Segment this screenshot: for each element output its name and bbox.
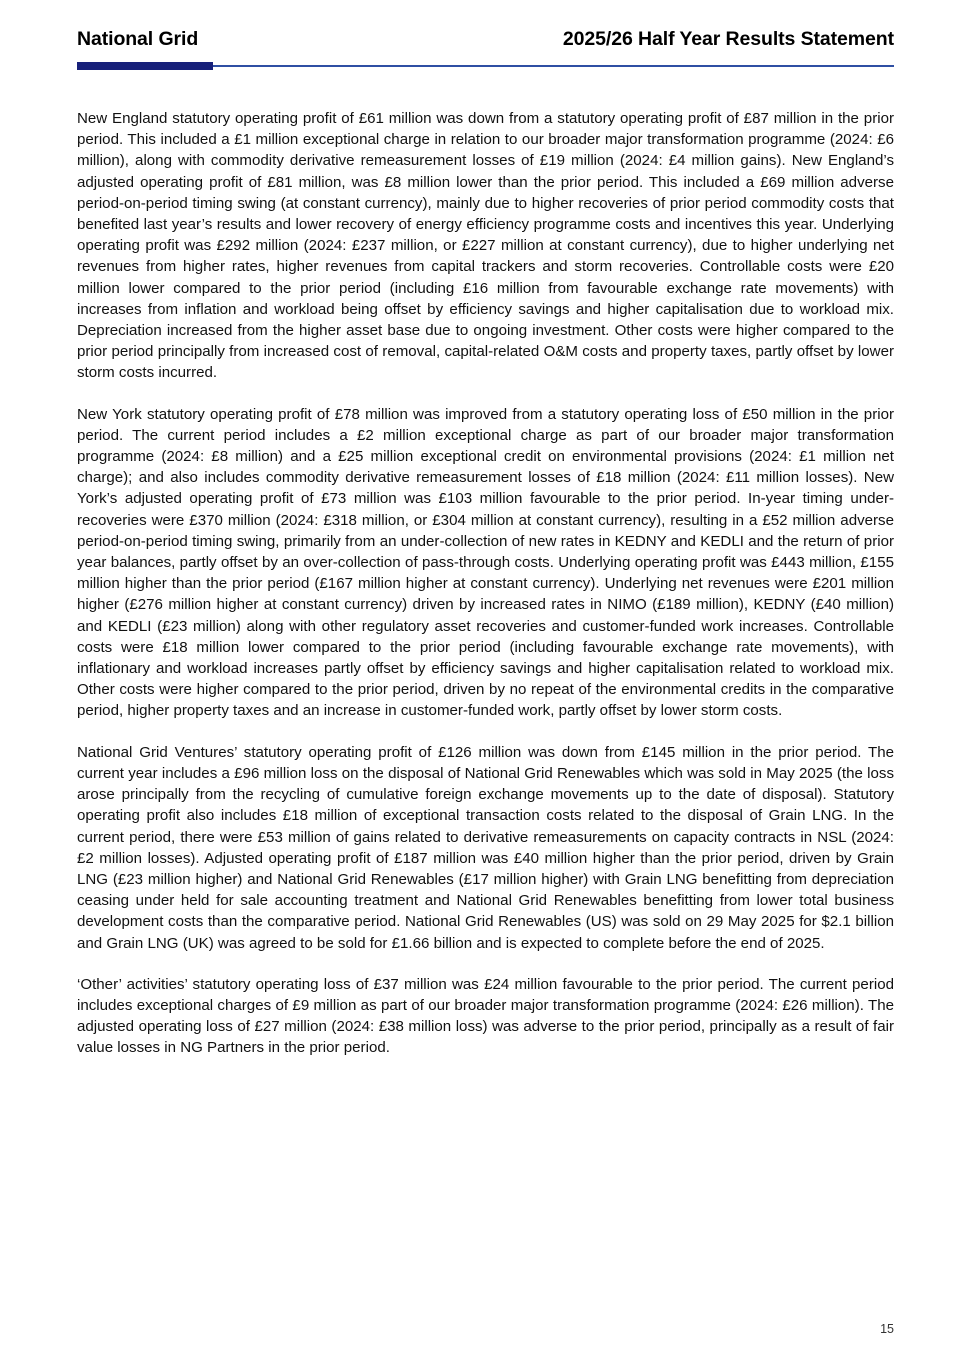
paragraph-new-york: New York statutory operating profit of £78 million was improved from a statutory operating loss of £50 million in the prior period. The current period includes a £2 million exceptional charge as part of our broader major transformation programme (2024: £8 million) and a £25 million exceptional credit on environmental provisions (2024: £1 million net charge); and also includes commodity derivative remeasurement losses of £18 million (2024: £11 million losses). New York’s adjusted operating profit of £73 million was £103 million favourable to the prior period. In-year timing under-recoveries were £370 million (2024: £318 million, or £304 million at constant currency), resulting in a £52 million adverse period-on-period timing swing, primarily from an under-collection of new rates in KEDNY and KEDLI and the return of prior year balances, partly offset by an over-collection of pass-through costs. Underlying operating profit was £443 million, £155 million higher than the prior period (£167 million higher at constant currency). Underlying net revenues were £201 million higher (£276 million higher at constant currency) driven by increased rates in NIMO (£189 million), KEDNY (£40 million) and KEDLI (£23 million) along with other regulatory asset recoveries and customer-funded work increases. Controllable costs were £18 million lower compared to the prior period (including favourable exchange rate movements), with inflationary and workload increases partly offset by efficiency savings and higher capitalisation related to workload mix. Other costs were higher compared to the prior period, driven by no repeat of the environmental credits in the comparative period, higher property taxes and an increase in customer-funded work, partly offset by lower storm costs. bbox=[77, 405, 894, 720]
body-content bbox=[77, 108, 894, 1059]
page-header bbox=[77, 28, 894, 51]
paragraph-new-england: New England statutory operating profit of £61 million was down from a statutory operating profit of £87 million in the prior period. This included a £1 million exceptional charge in relation to our broader major transformation programme (2024: £6 million), along with commodity derivative remeasurement losses of £19 million (2024: £4 million gains). New England’s adjusted operating profit of £81 million, was £8 million lower than the prior period. This included a £69 million adverse period-on-period timing swing (at constant currency), mainly due to higher recoveries of prior period commodity costs that benefited last year’s results and lower recovery of energy efficiency programme costs and incentives this year. Underlying operating profit was £292 million (2024: £237 million, or £227 million at constant currency), due to higher underlying net revenues from higher rates, higher revenues from capital trackers and storm recoveries. Controllable costs were £20 million lower compared to the prior period (including £16 million from favourable exchange rate movements) with increases from inflation and workload being offset by efficiency savings and higher capitalisation due to workload mix. Depreciation increased from the higher asset base due to ongoing investment. Other costs were higher compared to the prior period principally from increased cost of removal, capital-related O&M costs and property taxes, partly offset by lower storm costs incurred. bbox=[77, 110, 894, 382]
document-title: 2025/26 Half Year Results Statement bbox=[562, 28, 894, 50]
company-name: National Grid bbox=[77, 28, 199, 50]
header-rule bbox=[77, 62, 894, 70]
paragraph-other-activities: ‘Other’ activities’ statutory operating loss of £37 million was £24 million favourable to the prior period. The current period includes exceptional charges of £9 million as part of our broader major transformation programme (2024: £26 million). The adjusted operating loss of £27 million (2024: £38 million loss) was adverse to the prior period, principally as a result of fair value losses in NG Partners in the prior period. bbox=[77, 975, 894, 1057]
paragraph-national-grid-ventures: National Grid Ventures’ statutory operating profit of £126 million was down from £145 million in the prior period. The current year includes a £96 million loss on the disposal of National Grid Renewables which was sold in May 2025 (the loss arose principally from the recycling of cumulative foreign exchange movements up to the date of disposal). Statutory operating profit also includes £18 million of exceptional transaction costs related to the disposal of Grain LNG. In the current period, there were £53 million of gains related to derivative remeasurements on capacity contracts in NSL (2024: £2 million losses). Adjusted operating profit of £187 million was £40 million higher than the prior period, driven by Grain LNG (£23 million higher) and National Grid Renewables (£17 million higher) with Grain LNG benefitting from depreciation ceasing under held for sale accounting treatment and National Grid Renewables benefitting from lower total business development costs than the comparative period. National Grid Renewables (US) was sold on 29 May 2025 for $2.1 billion and Grain LNG (UK) was agreed to be sold for £1.66 billion and is expected to complete before the end of 2025. bbox=[77, 743, 894, 952]
page-number: 15 bbox=[880, 1322, 894, 1336]
header-rule-thick bbox=[77, 62, 213, 70]
